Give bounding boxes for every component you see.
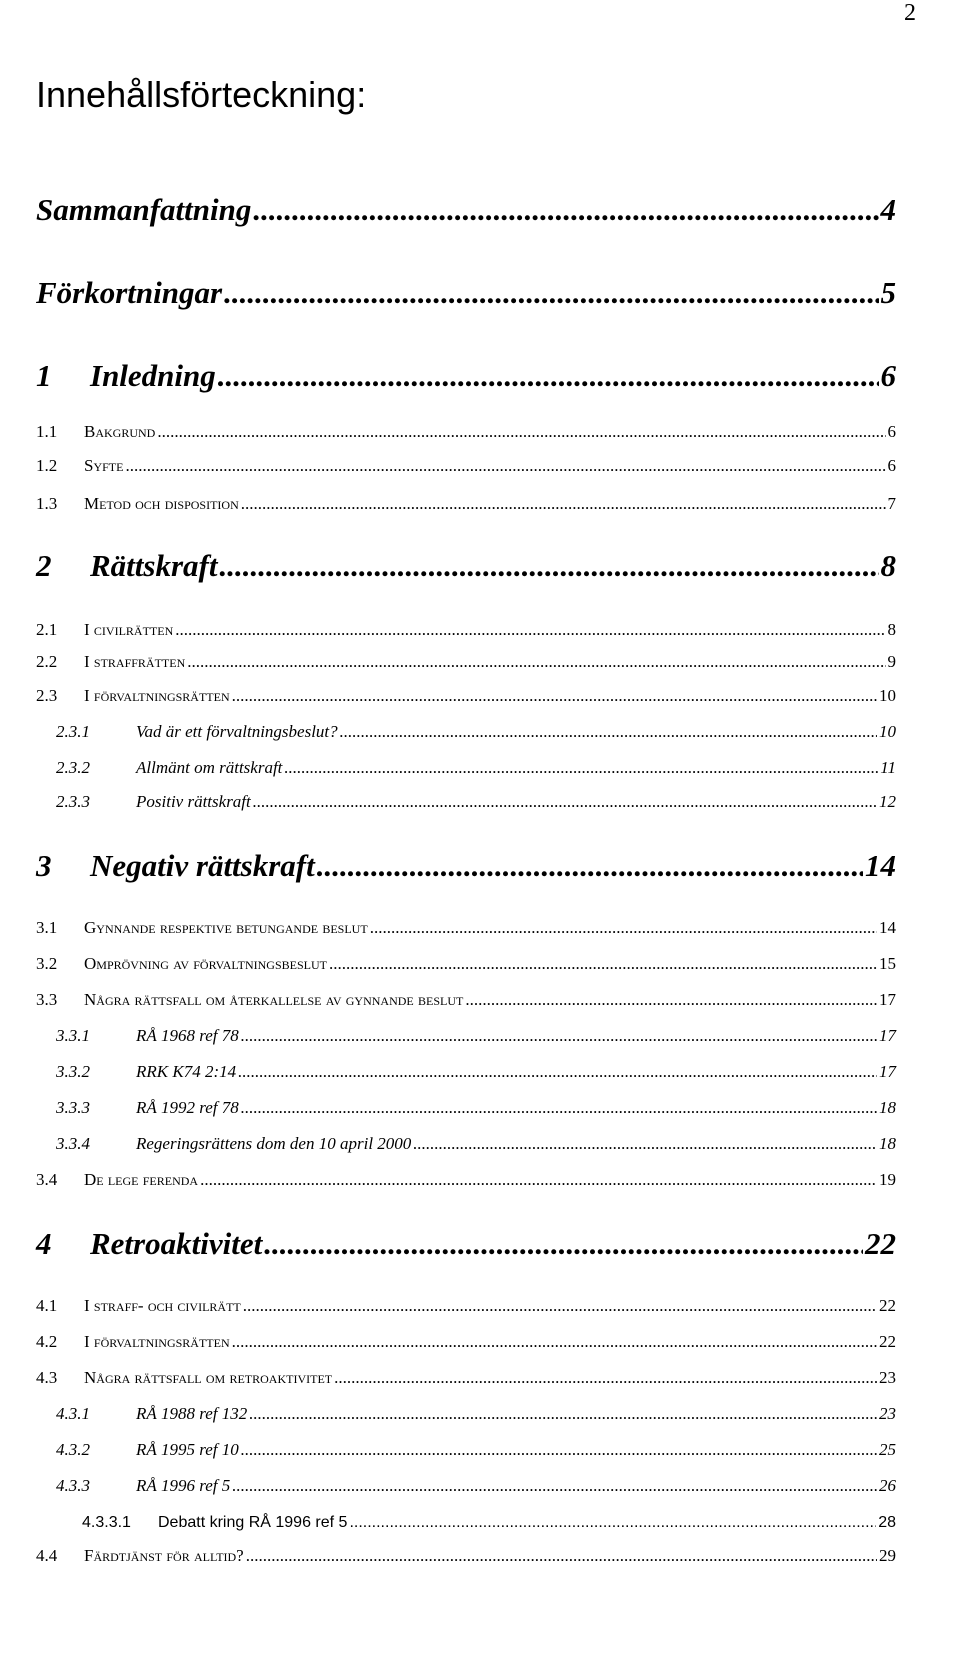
toc-dot-leader [246,1546,877,1566]
toc-entry-number: 3.1 [36,918,58,937]
toc-entry-title: Omprövning av förvaltningsbeslut [84,954,327,973]
page-number: 2 [904,0,916,26]
toc-dot-leader [175,620,885,640]
toc-dot-leader [232,1476,877,1496]
toc-entry[interactable] [56,1062,896,1082]
toc-entry-page: 5 [880,275,896,310]
toc-entry-number: 3.3.1 [56,1026,90,1045]
toc-entry[interactable] [82,1514,896,1532]
toc-entry-number: 3.3.3 [56,1098,90,1117]
toc-entry-title: Bakgrund [84,422,156,441]
toc-entry-title: Några rättsfall om återkallelse av gynnande beslut [84,990,464,1009]
toc-entry-number: 1.2 [36,456,58,475]
toc-entry-number: 4.3.2 [56,1440,90,1459]
toc-entry-page: 12 [879,792,896,811]
toc-entry-title: Syfte [84,456,124,475]
toc-entry[interactable] [36,456,896,476]
toc-entry[interactable] [56,1440,896,1460]
toc-entry-page: 18 [879,1134,896,1153]
toc-entry-number: 4.2 [36,1332,58,1351]
toc-entry-title: RÅ 1992 ref 78 [136,1098,239,1117]
toc-entry-number: 3 [36,848,52,883]
toc-entry-number: 2 [36,548,52,583]
toc-entry-page: 4 [880,192,896,227]
toc-dot-leader [264,1226,863,1262]
toc-entry-page: 11 [880,758,896,777]
toc-entry-number: 4.1 [36,1296,58,1315]
toc-entry[interactable] [36,1332,896,1352]
toc-entry[interactable] [56,1026,896,1046]
toc-entry-page: 29 [879,1546,896,1565]
toc-entry[interactable] [36,1296,896,1316]
toc-dot-leader [224,275,878,311]
toc-entry[interactable] [36,686,896,706]
toc-entry-number: 4 [36,1226,52,1261]
toc-entry-page: 8 [880,548,896,583]
toc-dot-leader [253,792,877,812]
toc-entry-page: 26 [879,1476,896,1495]
toc-entry[interactable] [36,990,896,1010]
toc-entry-title: Regeringsrättens dom den 10 april 2000 [136,1134,412,1153]
toc-entry[interactable] [36,494,896,514]
toc-entry-number: 2.3.1 [56,722,90,741]
toc-entry-number: 3.3.4 [56,1134,90,1153]
toc-dot-leader [241,1440,877,1460]
toc-entry-title: Några rättsfall om retroaktivitet [84,1368,333,1387]
toc-dot-leader [187,652,885,672]
toc-entry-title: Allmänt om rättskraft [136,758,283,777]
toc-entry-number: 3.3.2 [56,1062,90,1081]
toc-entry-page: 17 [879,1026,896,1045]
toc-entry-page: 14 [865,848,896,883]
toc-entry[interactable] [36,848,896,884]
toc-entry[interactable] [36,1226,896,1262]
toc-entry-title: RÅ 1988 ref 132 [136,1404,248,1423]
toc-entry-page: 6 [887,456,896,475]
toc-entry-page: 23 [879,1404,896,1423]
toc-entry[interactable] [36,652,896,672]
toc-entry[interactable] [56,792,896,812]
toc-entry[interactable] [56,1134,896,1154]
toc-entry-page: 22 [865,1226,896,1261]
toc-dot-leader [232,686,877,706]
toc-entry-title: Förkortningar [36,275,223,310]
toc-entry-title: Färdtjänst för alltid? [84,1546,244,1565]
toc-entry-title: Negativ rättskraft [90,848,315,883]
toc-entry-title: RÅ 1968 ref 78 [136,1026,239,1045]
toc-entry-number: 4.3.1 [56,1404,90,1423]
toc-entry-number: 2.3 [36,686,58,705]
toc-entry-title: Gynnande respektive betungande beslut [84,918,368,937]
toc-entry-page: 10 [879,686,896,705]
toc-entry-number: 2.2 [36,652,58,671]
toc-dot-leader [349,1514,876,1532]
toc-dot-leader [329,954,877,974]
toc-entry[interactable] [56,1476,896,1496]
toc-entry-title: Retroaktivitet [90,1226,263,1261]
toc-entry[interactable] [36,422,896,442]
toc-entry-title: Metod och disposition [84,494,239,513]
toc-entry-number: 1 [36,358,52,393]
toc-entry-title: RÅ 1996 ref 5 [136,1476,231,1495]
toc-dot-leader [238,1062,877,1082]
toc-entry[interactable] [36,192,896,228]
toc-entry-page: 15 [879,954,896,973]
toc-dot-leader [334,1368,877,1388]
toc-dot-leader [413,1134,877,1154]
toc-entry-number: 1.3 [36,494,58,513]
toc-entry-number: 4.3.3.1 [82,1514,131,1531]
toc-entry-page: 25 [879,1440,896,1459]
toc-entry-number: 1.1 [36,422,58,441]
toc-entry-page: 17 [879,990,896,1009]
toc-dot-leader [370,918,877,938]
toc-dot-leader [241,494,886,514]
toc-dot-leader [241,1026,877,1046]
toc-dot-leader [340,722,877,742]
toc-entry-page: 14 [879,918,896,937]
toc-entry-page: 7 [887,494,896,513]
toc-entry-number: 2.3.2 [56,758,90,777]
toc-entry[interactable] [56,1404,896,1424]
toc-entry[interactable] [56,1098,896,1118]
toc-entry-number: 4.3.3 [56,1476,90,1495]
toc-dot-leader [200,1170,877,1190]
toc-dot-leader [218,358,879,394]
toc-dot-leader [241,1098,877,1118]
toc-dot-leader [317,848,863,884]
toc-entry-page: 6 [887,422,896,441]
toc-dot-leader [232,1332,877,1352]
toc-entry-number: 3.2 [36,954,58,973]
toc-entry[interactable] [56,722,896,742]
toc-entry[interactable] [36,918,896,938]
toc-entry-title: Vad är ett förvaltningsbeslut? [136,722,338,741]
toc-dot-leader [243,1296,877,1316]
toc-entry-number: 3.3 [36,990,58,1009]
toc-entry[interactable] [36,954,896,974]
toc-entry[interactable] [56,758,896,778]
toc-entry-number: 2.1 [36,620,58,639]
toc-dot-leader [125,456,885,476]
toc-heading: Innehållsförteckning: [36,74,367,115]
toc-entry[interactable] [36,1546,896,1566]
toc-entry-page: 23 [879,1368,896,1387]
toc-entry-title: I förvaltningsrätten [84,686,230,705]
toc-dot-leader [249,1404,877,1424]
toc-entry-title: Rättskraft [90,548,218,583]
toc-entry-title: RÅ 1995 ref 10 [136,1440,239,1459]
toc-entry-title: I civilrätten [84,620,174,639]
toc-entry[interactable] [36,620,896,640]
toc-dot-leader [219,548,878,584]
toc-entry-page: 6 [880,358,896,393]
toc-entry-title: I straffrätten [84,652,186,671]
toc-entry-number: 4.4 [36,1546,58,1565]
toc-entry-page: 22 [879,1296,896,1315]
toc-entry[interactable] [36,1170,896,1190]
toc-entry-title: I straff- och civilrätt [84,1296,241,1315]
toc-entry[interactable] [36,275,896,311]
toc-entry-page: 28 [878,1514,896,1531]
toc-entry-title: Sammanfattning [36,192,252,227]
toc-entry-page: 9 [887,652,896,671]
toc-entry-title: RRK K74 2:14 [136,1062,237,1081]
toc-dot-leader [284,758,878,778]
toc-entry-number: 2.3.3 [56,792,90,811]
toc-entry-title: I förvaltningsrätten [84,1332,230,1351]
toc-entry-title: De lege ferenda [84,1170,199,1189]
toc-dot-leader [157,422,885,442]
toc-entry-number: 3.4 [36,1170,58,1189]
toc-entry-page: 10 [879,722,896,741]
toc-entry-page: 18 [879,1098,896,1117]
toc-entry-number: 4.3 [36,1368,58,1387]
toc-entry-title: Positiv rättskraft [136,792,251,811]
toc-entry[interactable] [36,548,896,584]
toc-entry[interactable] [36,1368,896,1388]
toc-entry-page: 8 [887,620,896,639]
toc-entry-page: 22 [879,1332,896,1351]
toc-entry-page: 17 [879,1062,896,1081]
toc-entry-title: Debatt kring RÅ 1996 ref 5 [158,1514,348,1531]
toc-entry[interactable] [36,358,896,394]
toc-entry-page: 19 [879,1170,896,1189]
toc-dot-leader [465,990,877,1010]
toc-dot-leader [253,192,878,228]
toc-entry-title: Inledning [90,358,216,393]
